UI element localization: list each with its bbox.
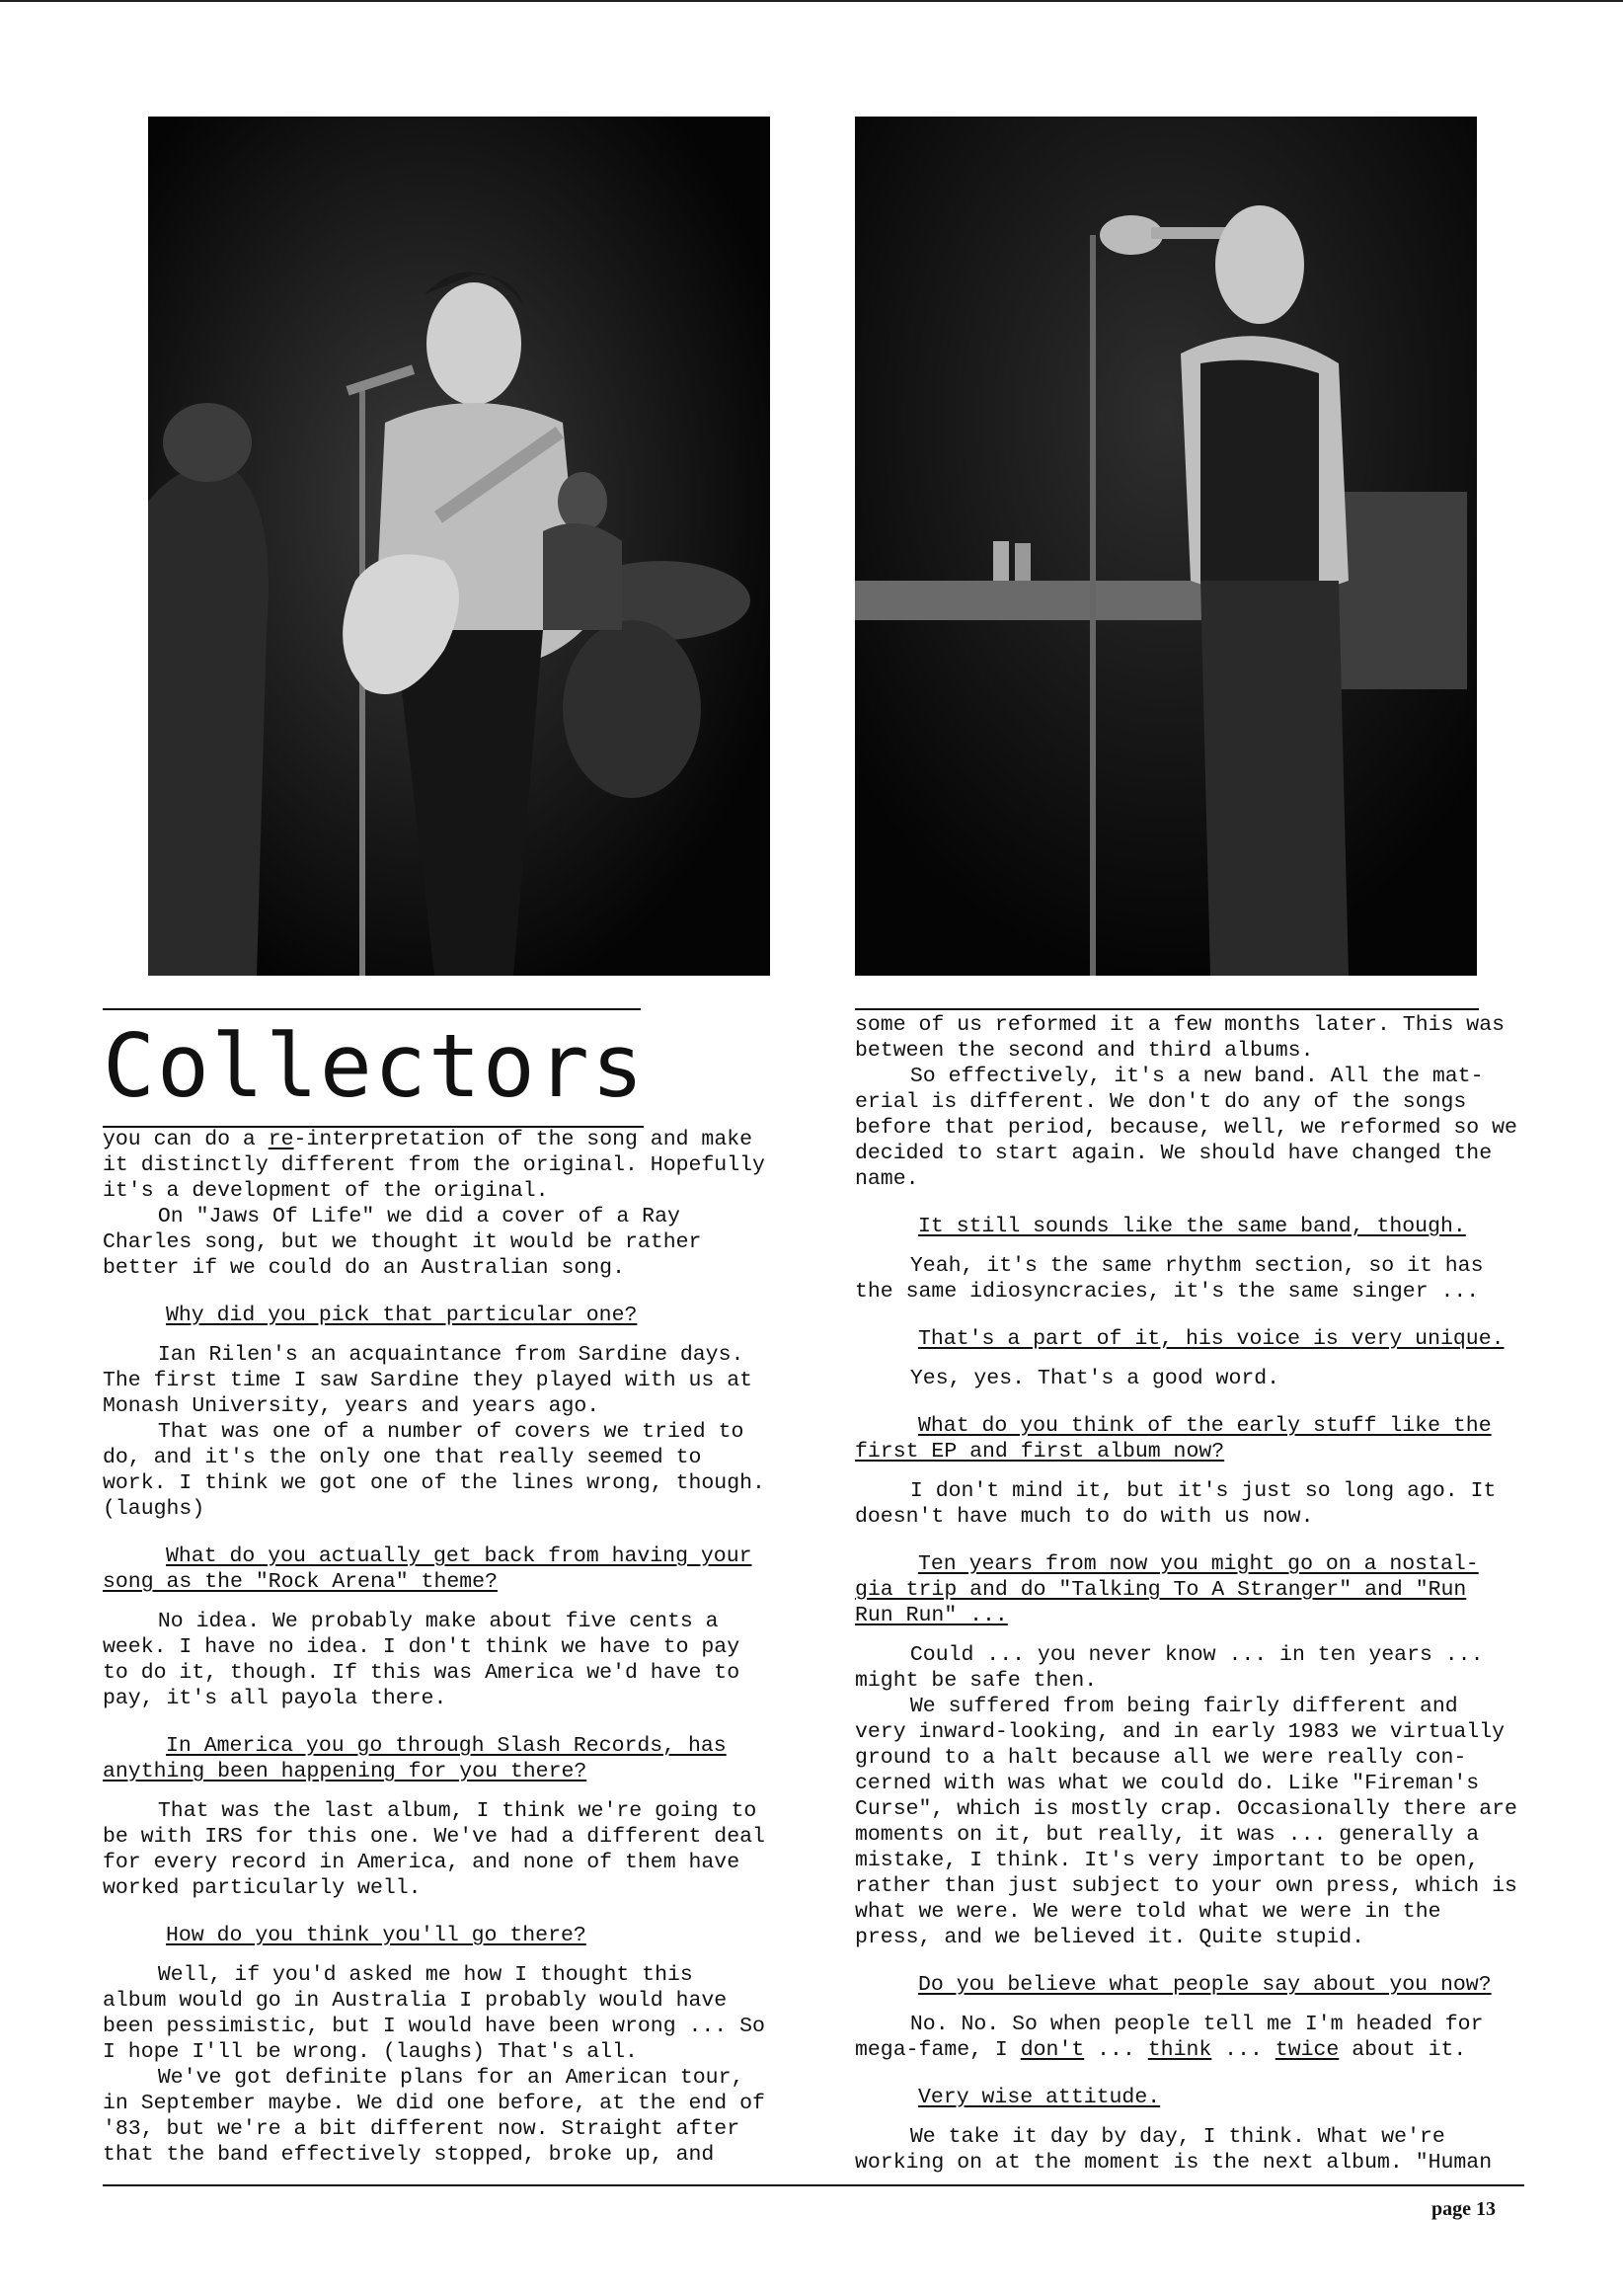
right-column-top-rule	[855, 1008, 1479, 1010]
answer: Yeah, it's the same rhythm section, so it has the same idiosyncracies, it's the same singer ...	[855, 1254, 1484, 1304]
emphasis-dont: don't	[1020, 2038, 1085, 2062]
interview-question: Do you believe what people say about you now?	[918, 1973, 1492, 1997]
photo-singer-guitarist	[148, 117, 770, 976]
answer: I don't mind it, but it's just so long ago. It doesn't have much to do with us now.	[855, 1479, 1497, 1529]
answer: Ian Rilen's an acquaintance from Sardine days. The first time I saw Sardine they played with us at Monash University, years and years ago. That was one of a number of covers we tried to do, and it's the only one that really seemed to work. I think we got one of the lines wrong, though. (laughs)	[103, 1343, 765, 1521]
paragraph: On "Jaws Of Life" we did a cover of a Ray Charles song, but we thought it would be rather better if we could do an Australian song.	[103, 1205, 702, 1280]
top-border-rule	[0, 0, 1623, 2]
interview-question: What do you think of the early stuff like the first EP and first album now?	[855, 1414, 1492, 1464]
emphasis-re: re	[268, 1128, 294, 1151]
interview-question: How do you think you'll go there?	[166, 1924, 586, 1947]
interview-question: In America you go through Slash Records, has anything been happening for you there?	[103, 1734, 727, 1783]
paragraph: you can do a re-interpretation of the song and make it distinctly different from the original. Hopefully it's a development of the original.	[103, 1128, 765, 1203]
interview-question: Why did you pick that particular one?	[166, 1304, 638, 1327]
answer: No idea. We probably make about five cents a week. I have no idea. I don't think we have to pay to do it, though. If this was America we'd have to pay, it's all payola there.	[103, 1610, 740, 1710]
interview-question: Ten years from now you might go on a nostal- gia trip and do "Talking To A Stranger" and "Run Run Run" ...	[855, 1552, 1479, 1627]
title-top-rule	[103, 1008, 641, 1010]
answer: That was the last album, I think we're going to be with IRS for this one. We've had a different deal for every record in America, and none of them have worked particularly well.	[103, 1799, 765, 1900]
interview-question: That's a part of it, his voice is very unique.	[918, 1327, 1505, 1351]
photo-trumpet-player	[855, 117, 1477, 976]
answer: Could ... you never know ... in ten years ... might be safe then. We suffered from being fairly different and very inward-looking, and in early 1983 we virtually ground to a halt because all we were really con- cerned with was what we could do. Like "Fireman's Curse", which is mostly crap. Occasionally there are moments on it, but really, it was ... generally a mistake, I think. It's very important to be open, rather than just subject to your own press, which is what we were. We were told what we were in the press, and we believed it. Quite stupid.	[855, 1643, 1517, 1949]
paragraph: some of us reformed it a few months later. This was between the second and third albums.	[855, 1013, 1506, 1063]
interview-question: Very wise attitude.	[918, 2086, 1161, 2109]
paragraph: So effectively, it's a new band. All the mat- erial is different. We don't do any of the songs before that period, because, well, we reformed so we decided to start again. We should have changed the name.	[855, 1065, 1517, 1191]
page-number: page 13	[1431, 2198, 1496, 2220]
bottom-rule	[103, 2184, 1524, 2186]
interview-question: What do you actually get back from having your song as the "Rock Arena" theme?	[103, 1544, 752, 1594]
answer: No. No. So when people tell me I'm headed for mega-fame, I don't ... think ... twice about it.	[855, 2013, 1484, 2062]
answer: Yes, yes. That's a good word.	[909, 1367, 1280, 1390]
emphasis-twice: twice	[1275, 2038, 1340, 2062]
interview-question: It still sounds like the same band, though.	[918, 1215, 1466, 1238]
article-title: Collectors	[103, 1015, 646, 1117]
answer: Well, if you'd asked me how I thought this album would go in Australia I probably would have been pessimistic, but I would have been wrong ... So I hope I'll be wrong. (laughs) That's all. We've got definite plans for an American tour, in September maybe. We did one before, at the end of '83, but we're a bit different now. Straight after that the band effectively stopped, broke up, and	[103, 1963, 765, 2167]
answer: We take it day by day, I think. What we're working on at the moment is the next album. "Human	[855, 2125, 1493, 2175]
right-column	[855, 1012, 1546, 2176]
left-column	[103, 1127, 794, 2168]
emphasis-think: think	[1147, 2038, 1212, 2062]
